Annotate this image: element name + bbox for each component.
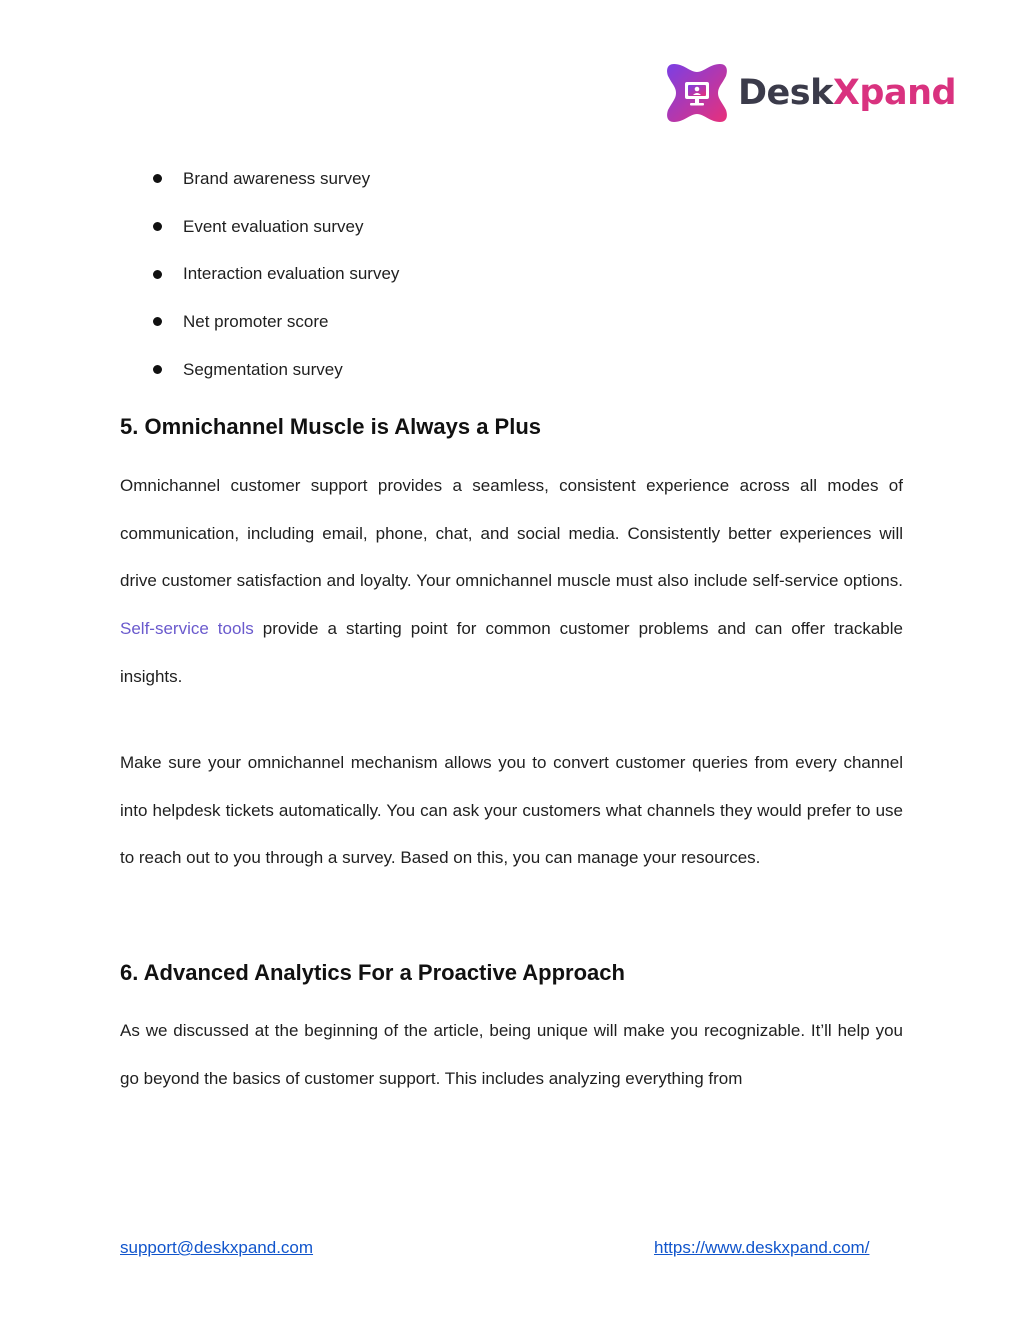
bullet-icon bbox=[153, 174, 162, 183]
list-item bbox=[150, 250, 399, 298]
list-item-text: Net promoter score bbox=[183, 311, 329, 331]
section-5-heading: 5. Omnichannel Muscle is Always a Plus bbox=[120, 414, 542, 439]
survey-type-list bbox=[150, 155, 399, 393]
footer-email-link[interactable]: support@deskxpand.com bbox=[120, 1238, 314, 1257]
bullet-icon bbox=[153, 222, 162, 231]
deskxpand-logo bbox=[664, 60, 956, 126]
list-item bbox=[150, 346, 399, 394]
list-item bbox=[150, 298, 399, 346]
section-6-heading: 6. Advanced Analytics For a Proactive Approach bbox=[120, 960, 625, 985]
bullet-icon bbox=[153, 317, 162, 326]
list-item-text: Interaction evaluation survey bbox=[183, 264, 400, 284]
list-item-text: Event evaluation survey bbox=[183, 216, 364, 236]
list-item-text: Brand awareness survey bbox=[183, 168, 371, 188]
paragraph-text: Omnichannel customer support provides a seamless, consistent experience across all modes of communication, including email, phone, chat, and social media. Consistently better experiences will drive customer satisfaction and loyalty. Your omnichannel muscle must also include self-service options. bbox=[120, 476, 903, 591]
brand-name-part1: Desk bbox=[738, 72, 833, 113]
bullet-icon bbox=[153, 365, 162, 374]
section-5-paragraph-1 bbox=[120, 462, 903, 701]
section-6-paragraph-1: As we discussed at the beginning of the article, being unique will make you recognizable. It’ll help you go beyond the basics of customer support. This includes analyzing everything from bbox=[120, 1021, 903, 1088]
brand-name bbox=[738, 72, 957, 113]
list-item-text: Segmentation survey bbox=[183, 359, 343, 379]
brand-name-part2: Xpand bbox=[832, 72, 957, 113]
paragraph-text: provide a starting point for common customer problems and can offer trackable insights. bbox=[120, 619, 903, 686]
footer-website-link[interactable]: https://www.deskxpand.com/ bbox=[654, 1238, 870, 1257]
deskxpand-logo-icon bbox=[664, 60, 730, 126]
section-5-paragraph-2: Make sure your omnichannel mechanism allows you to convert customer queries from every channel into helpdesk tickets automatically. You can ask your customers what channels they would prefer to use to reach out to you through a survey. Based on this, you can manage your resources. bbox=[120, 753, 903, 868]
self-service-tools-link[interactable]: Self-service tools bbox=[120, 619, 254, 639]
bullet-icon bbox=[153, 270, 162, 279]
list-item bbox=[150, 203, 399, 251]
list-item bbox=[150, 155, 399, 203]
